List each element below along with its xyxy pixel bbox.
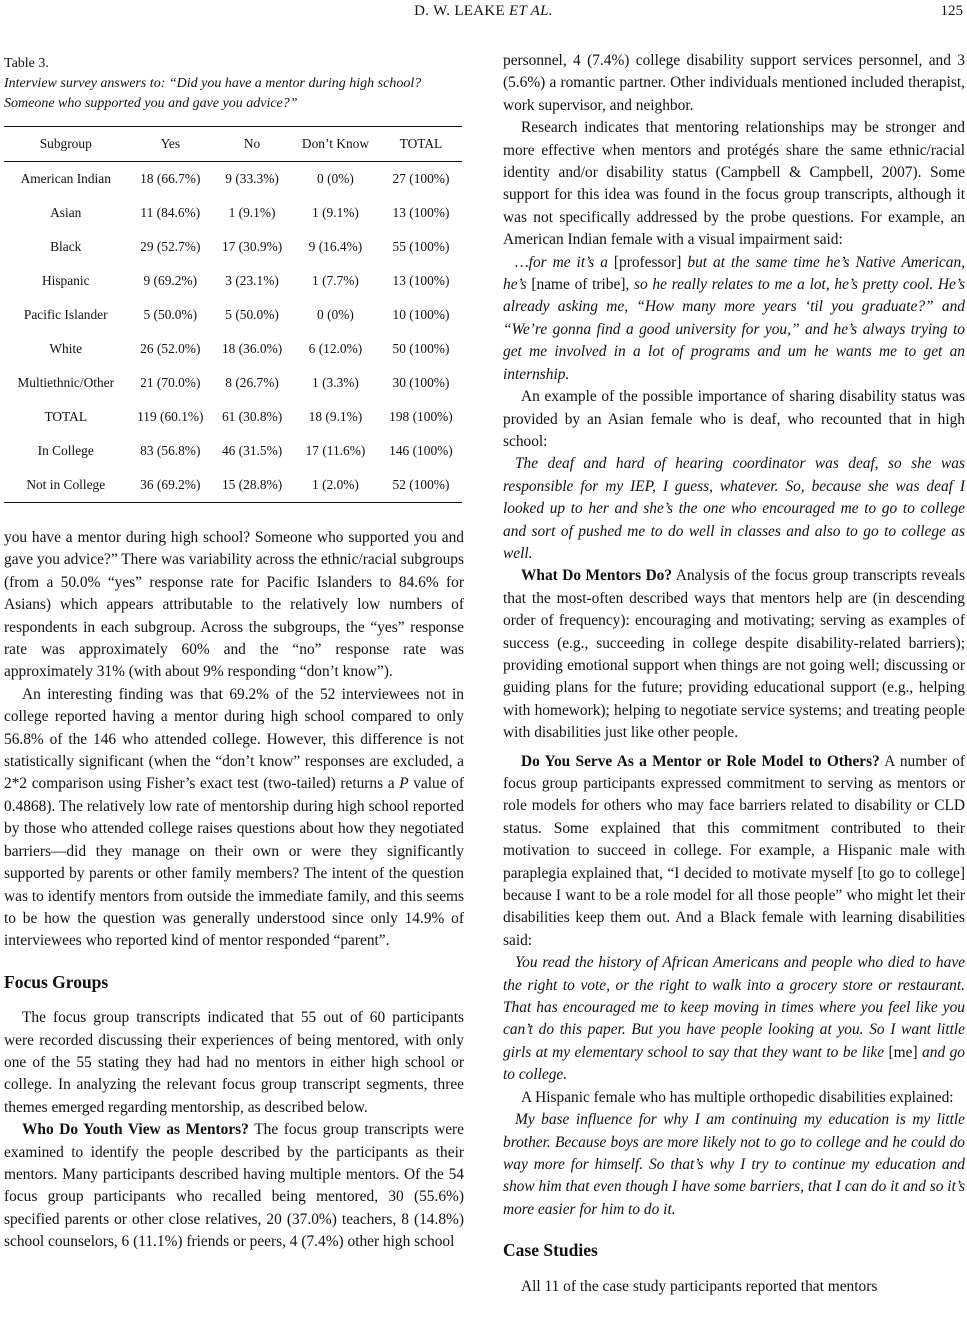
cell-yes: 83 (56.8%) — [140, 442, 201, 458]
cell-total: 198 (100%) — [389, 408, 453, 424]
cell-no: 61 (30.8%) — [221, 408, 283, 424]
runin-heading-who-mentors: Who Do Youth View as Mentors? — [22, 1121, 249, 1139]
running-header — [0, 0, 967, 22]
p2-text-a: An interesting finding was that 69.2% of the 52 interviewees not in college reported having a mentor during high school compared to only 56.8% of the 146 who attended college. However, this difference is not statistically significant (when the “don’t know” responses are excluded, a 2*2 comparison using Fisher’s exact test (two-tailed) returns a — [4, 685, 464, 793]
right-paragraph-2: Research indicates that mentoring relationships may be stronger and more effective when mentors and protégés share the same ethnic/racial identity and/or disability status (Campbell & Campbell, 2007). Some support for this idea was found in the focus group transcripts, although it was not specifically addressed by the probe questions. For example, an American Indian female with a visual impairment said: — [503, 119, 965, 249]
right-paragraph-6: A Hispanic female who has multiple orthopedic disabilities explained: — [521, 1088, 954, 1106]
cell-total: 27 (100%) — [392, 170, 450, 186]
cell-dont-know: 0 (0%) — [317, 170, 354, 186]
right-paragraph-5 — [503, 751, 965, 953]
col-header-subgroup: Subgroup — [4, 127, 127, 162]
table-row — [4, 264, 462, 298]
running-head-authors — [0, 0, 967, 22]
quote-black-female — [503, 952, 965, 1086]
cell-total: 10 (100%) — [392, 306, 450, 322]
heading-focus-groups: Focus Groups — [4, 971, 109, 992]
quote1-bracket-professor: [professor] — [613, 253, 682, 271]
cell-dont-know: 0 (0%) — [317, 306, 354, 322]
runin-heading-serve-as-mentor: Do You Serve As a Mentor or Role Model to Others? — [521, 752, 880, 770]
left-paragraph-3: The focus group transcripts indicated that 55 out of 60 participants were recorded discussing their experiences of being mentored, with only one of the 55 stating they had had no mentors in either high school or college. In analyzing the relevant focus group transcript segments, three themes emerged regarding mentorship, as described below. — [4, 1009, 464, 1116]
table-caption — [4, 54, 464, 114]
right-paragraph-7: All 11 of the case study participants reported that mentors — [521, 1277, 878, 1295]
runin-heading-what-mentors-do: What Do Mentors Do? — [521, 567, 673, 585]
quote-asian-deaf: The deaf and hard of hearing coordinator was deaf, so she was responsible for my IEP, I guess, whatever. So, because she was deaf I looked up to her and she’s the one who encouraged me to go to college and sort of pushed me to do well in classes and also to go to college as well. — [503, 455, 965, 562]
quote1-bracket-tribe: [name of tribe] — [531, 276, 626, 294]
table-row — [4, 434, 462, 468]
cell-no: 9 (33.3%) — [225, 170, 279, 186]
table-row — [4, 298, 462, 332]
quote-american-indian — [503, 252, 965, 386]
cell-subgroup: In College — [37, 442, 94, 458]
quote-hispanic-female: My base influence for why I am continuing my education is my little brother. Because boys are more likely not to go to college and he could do way more for himself. So that’s why I try to continue my education and show him that even though I have some barriers, that I can do it and so it’s more easier for him to do it. — [503, 1111, 965, 1218]
cell-yes: 29 (52.7%) — [140, 238, 201, 254]
cell-no: 3 (23.1%) — [225, 272, 279, 288]
cell-subgroup: Pacific Islander — [23, 306, 108, 322]
cell-subgroup: Not in College — [4, 468, 127, 503]
cell-no: 46 (31.5%) — [221, 442, 283, 458]
cell-total: 50 (100%) — [392, 340, 450, 356]
cell-total: 13 (100%) — [392, 272, 450, 288]
cell-subgroup: Black — [50, 238, 82, 254]
cell-dont-know: 6 (12.0%) — [308, 340, 363, 356]
table-caption-text: Interview survey answers to: “Did you have a mentor during high school? Someone who supported you and gave you advice?” — [4, 76, 422, 111]
cell-dont-know: 1 (7.7%) — [312, 272, 359, 288]
cell-subgroup: Asian — [50, 204, 82, 220]
quote1-e: , so he really relates to me a lot, he’s pretty cool. He’s already asking me, “How many more years ‘til you graduate?” and “We’re gonna find a good university for you,” and he’s always trying to get me involved in a lot of programs and um he wants me to get an internship. — [503, 276, 965, 383]
cell-total: 30 (100%) — [392, 374, 450, 390]
cell-total: 13 (100%) — [392, 204, 450, 220]
cell-subgroup: White — [49, 340, 83, 356]
cell-dont-know: 1 (3.3%) — [312, 374, 359, 390]
col-header-dont-know: Don’t Know — [291, 127, 380, 162]
cell-yes: 9 (69.2%) — [143, 272, 198, 288]
cell-dont-know: 1 (9.1%) — [312, 204, 359, 220]
quote3-bracket-me: [me] — [888, 1043, 918, 1061]
cell-total: 55 (100%) — [392, 238, 450, 254]
cell-subgroup: Hispanic — [41, 272, 90, 288]
cell-dont-know: 18 (9.1%) — [308, 408, 363, 424]
table-label: Table 3. — [4, 56, 49, 71]
table-row — [4, 468, 462, 503]
left-paragraph-4 — [4, 1119, 464, 1253]
cell-total: 52 (100%) — [380, 468, 462, 503]
col-header-yes: Yes — [127, 127, 213, 162]
cell-no: 18 (36.0%) — [221, 340, 283, 356]
cell-yes: 119 (60.1%) — [137, 408, 204, 424]
author-names: D. W. LEAKE — [414, 3, 510, 19]
page-number: 125 — [940, 3, 963, 19]
col-header-total: TOTAL — [380, 127, 462, 162]
table-row — [4, 162, 462, 197]
cell-yes: 21 (70.0%) — [140, 374, 201, 390]
p2-text-b: value of 0.4868). The relatively low rate of mentorship during high school reported by those who attended college raises questions about how they negotiated barriers—did they manage on their own or were they significantly supported by parents or other family members? The intent of the question was to identify mentors from outside the immediate family, and this seems to be how the question was generally understood since only 14.9% of interviewees who reported kind of mentor responded “parent”. — [4, 775, 464, 950]
p-value-symbol: P — [399, 775, 409, 793]
cell-yes: 11 (84.6%) — [140, 204, 201, 220]
cell-dont-know: 9 (16.4%) — [308, 238, 363, 254]
cell-dont-know: 17 (11.6%) — [305, 442, 366, 458]
left-column — [4, 46, 464, 1254]
cell-yes: 26 (52.0%) — [140, 340, 201, 356]
left-paragraph-2 — [4, 684, 464, 953]
mentor-survey-table — [4, 126, 462, 503]
right-paragraph-1: personnel, 4 (7.4%) college disability support services personnel, and 3 (5.6%) a romantic partner. Other individuals mentioned included therapist, work supervisor, and neighbor. — [503, 52, 965, 114]
right-column — [503, 50, 965, 1298]
et-al: ET AL. — [509, 3, 553, 19]
cell-yes: 18 (66.7%) — [140, 170, 201, 186]
cell-no: 8 (26.7%) — [225, 374, 279, 390]
left-paragraph-1: you have a mentor during high school? Someone who supported you and gave you advice?” There was variability across the ethnic/racial subgroups (from a 50.0% “yes” response rate for Pacific Islanders to 84.6% for Asians) which appears attributable to the relatively low numbers of respondents in each subgroup. Across the subgroups, the “yes” response rate was approximately 60% and the “no” response rate was approximately 31% (with about 9% responding “don’t know”). — [4, 529, 464, 681]
cell-subgroup: Multiethnic/Other — [17, 374, 115, 390]
cell-no: 17 (30.9%) — [221, 238, 283, 254]
p5r-body: A number of focus group participants expressed commitment to serving as mentors or role models for others who may face barriers related to disability or CLD status. Some explained that this commitment contributed to their motivation to succeed in college. For example, a Hispanic male with paraplegia explained that, “I decided to motivate myself [to go to college] because I want to be a role model for all those people” who might let their disabilities keep them out. And a Black female with learning disabilities said: — [503, 752, 965, 949]
table-row — [4, 196, 462, 230]
heading-case-studies: Case Studies — [503, 1240, 598, 1261]
quote1-c: but at the same time he’s Native American, he’s — [503, 253, 966, 294]
cell-no: 5 (50.0%) — [225, 306, 279, 322]
right-paragraph-4 — [503, 565, 965, 744]
cell-subgroup: American Indian — [20, 170, 111, 186]
quote1-a: …for me it’s a — [515, 253, 614, 271]
col-header-no: No — [213, 127, 291, 162]
table-header-row — [4, 127, 462, 162]
table-row — [4, 400, 462, 434]
cell-yes: 36 (69.2%) — [127, 468, 213, 503]
cell-subgroup: TOTAL — [44, 408, 88, 424]
p4-body: The focus group transcripts were examined to identify the people described by the participants as their mentors. Many participants described having multiple mentors. Of the 54 focus group participants who recalled being mentored, 30 (55.6%) specified parents or other close relatives, 20 (37.0%) teachers, 8 (14.8%) school counselors, 6 (11.1%) friends or peers, 4 (7.4%) other high school — [4, 1121, 464, 1251]
table-row — [4, 230, 462, 264]
cell-no: 15 (28.8%) — [213, 468, 291, 503]
quote3-c: and go to college. — [503, 1043, 965, 1084]
cell-yes: 5 (50.0%) — [143, 306, 198, 322]
cell-total: 146 (100%) — [389, 442, 453, 458]
table-row — [4, 332, 462, 366]
cell-dont-know: 1 (2.0%) — [291, 468, 380, 503]
p4r-body: Analysis of the focus group transcripts reveals that the most-often described ways that mentors help are (in descending order of frequency): encouraging and motivating; serving as examples of success (e.g., succeeding in college despite disability-related barriers); providing emotional support when things are not going well; discussing or guiding plans for the future; providing educational support (e.g., helping with homework); helping to negotiate service systems; and treating people with disabilities just like other people. — [503, 567, 965, 742]
quote3-a: You read the history of African Americans and people who died to have the right to vote, or the right to walk into a grocery store or restaurant. That has encouraged me to keep moving in times where you feel like you can’t do this paper. But you have people looking at you. So I want little girls at my elementary school to say that they want to be like — [503, 954, 965, 1061]
table-row — [4, 366, 462, 400]
right-paragraph-3: An example of the possible importance of sharing disability status was provided by an Asian female who is deaf, who recounted that in high school: — [503, 388, 965, 450]
cell-no: 1 (9.1%) — [228, 204, 276, 220]
